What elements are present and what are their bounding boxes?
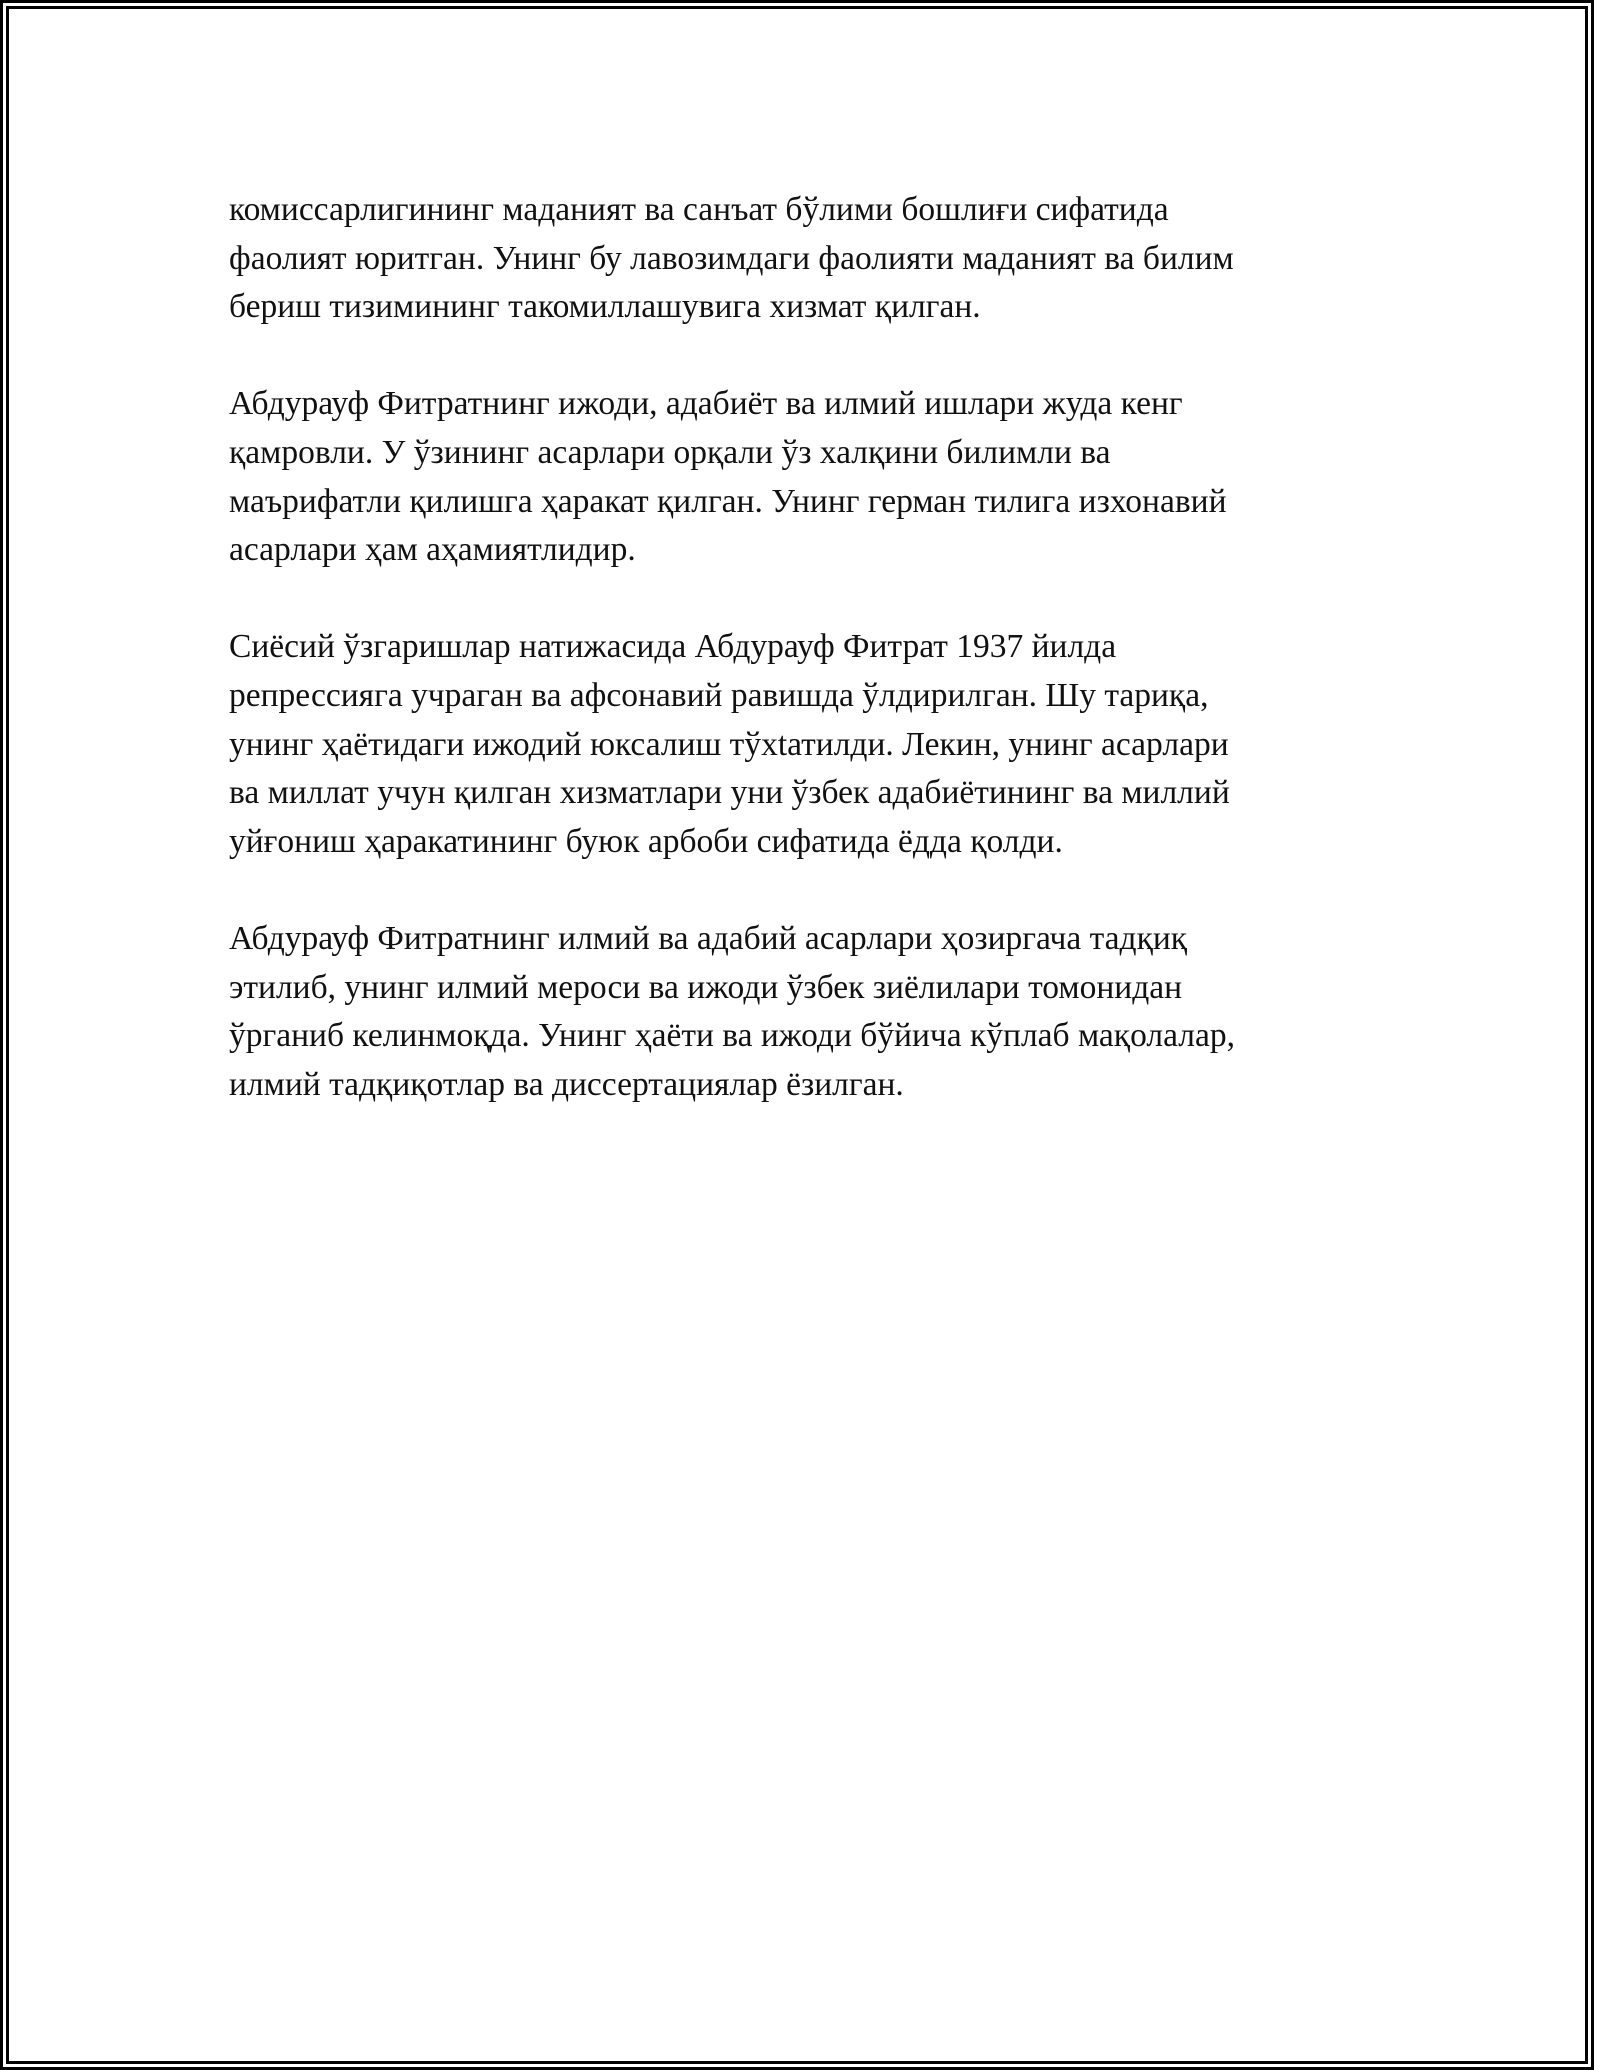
paragraph — [229, 186, 1384, 332]
text-line: уйғониш ҳаракатининг буюк арбоби сифатида ёдда қолди. — [229, 822, 1063, 860]
text-line: асарлари ҳам аҳамиятлидир. — [229, 531, 636, 569]
text-line: илмий тадқиқотлар ва диссертациялар ёзилган. — [229, 1065, 904, 1103]
paragraph — [229, 915, 1384, 1109]
text-line: қамровли. У ўзининг асарлари орқали ўз халқини билимли ва — [229, 433, 1111, 471]
text-line: унинг ҳаётидаги ижодий юксалиш тўхtатилди. Лекин, унинг асарлари — [229, 725, 1229, 763]
text-line: Абдурауф Фитратнинг ижоди, адабиёт ва илмий ишлари жуда кенг — [229, 385, 1183, 423]
text-line: репрессияга учраган ва афсонавий равишда ўлдирилган. Шу тариқа, — [229, 676, 1209, 714]
text-line: Сиёсий ўзгаришлар натижасида Абдурауф Фитрат 1937 йилда — [229, 628, 1117, 666]
text-line: этилиб, унинг илмий мероси ва ижоди ўзбек зиёлилари томонидан — [229, 968, 1183, 1006]
text-line: ўрганиб келинмоқда. Унинг ҳаёти ва ижоди бўйича кўплаб мақолалар, — [229, 1017, 1235, 1055]
text-line: ва миллат учун қилган хизматлари уни ўзбек адабиётининг ва миллий — [229, 774, 1230, 812]
paragraph — [229, 623, 1384, 866]
text-line: комиссарлигининг маданият ва санъат бўлими бошлиғи сифатида — [229, 191, 1169, 228]
text-line: Абдурауф Фитратнинг илмий ва адабий асарлари ҳозиргача тадқиқ — [229, 919, 1188, 957]
paragraph — [229, 380, 1384, 574]
text-line: бериш тизимининг такомиллашувига хизмат қилган. — [229, 288, 981, 326]
document-body — [229, 186, 1384, 1158]
text-line: маърифатли қилишга ҳаракат қилган. Унинг герман тилига изхонавий — [229, 482, 1227, 520]
text-line: фаолият юритган. Унинг бу лавозимдаги фаолияти маданият ва билим — [229, 239, 1234, 277]
